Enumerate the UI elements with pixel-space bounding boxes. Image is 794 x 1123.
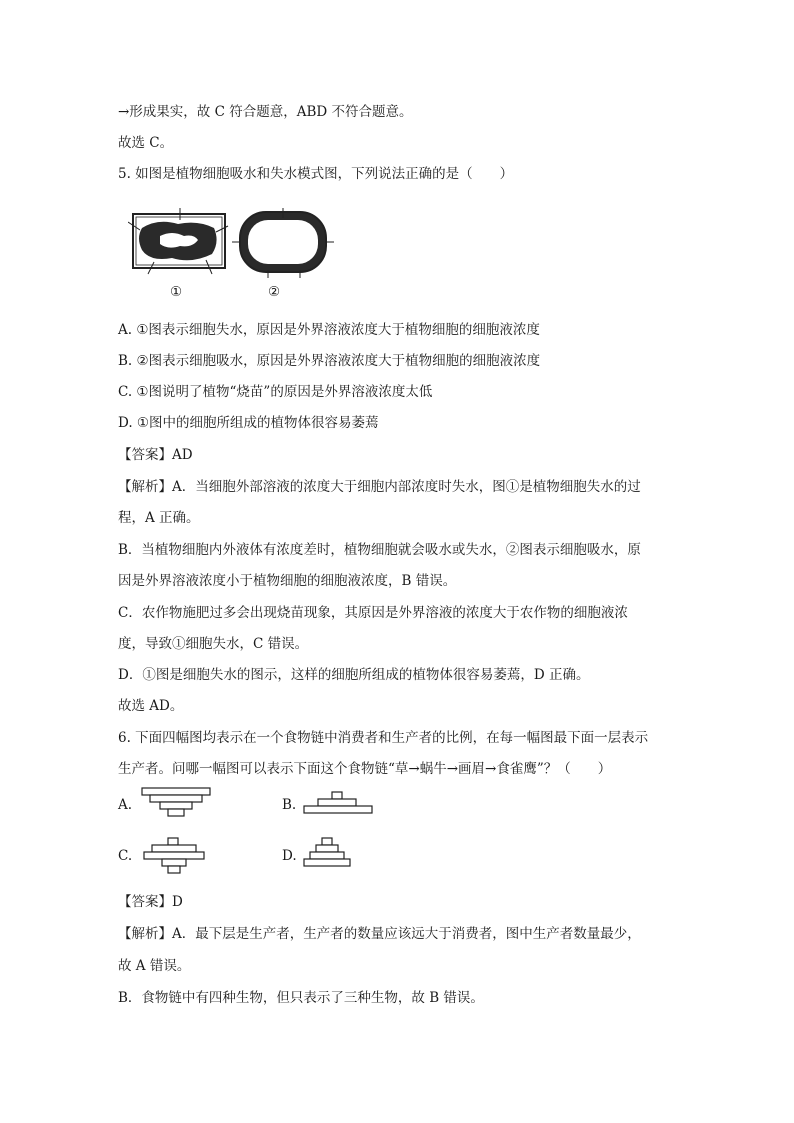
- cell-2-figure: [232, 208, 334, 278]
- option-c: C. ①图说明了植物“烧苗”的原因是外界溶液浓度太低: [118, 384, 433, 400]
- analysis-5-b2: 因是外界溶液浓度小于植物细胞的细胞液浓度，B 错误。: [118, 573, 457, 589]
- pyramid-a: [140, 786, 212, 820]
- analysis-5-c2: 度，导致①细胞失水，C 错误。: [118, 636, 309, 652]
- option-d: D. ①图中的细胞所组成的植物体很容易萎蔫: [118, 415, 379, 431]
- pyramid-option-c-label: C.: [118, 848, 133, 864]
- pyramid-option-d-label: D.: [282, 848, 297, 864]
- analysis-5-b1: B．当植物细胞内外液体有浓度差时，植物细胞就会吸水或失水，②图表示细胞吸水，原: [118, 542, 641, 558]
- cell-2-label: ②: [268, 284, 281, 300]
- question-5: 5. 如图是植物细胞吸水和失水模式图，下列说法正确的是（ ）: [118, 166, 514, 182]
- pyramid-d: [302, 836, 354, 872]
- answer-6: 【答案】D: [118, 894, 183, 910]
- pyramid-c: [142, 836, 208, 876]
- analysis-5-a2: 程，A 正确。: [118, 510, 200, 526]
- analysis-5-d: D．①图是细胞失水的图示，这样的细胞所组成的植物体很容易萎蔫，D 正确。: [118, 667, 590, 683]
- option-a: A. ①图表示细胞失水，原因是外界溶液浓度大于植物细胞的细胞液浓度: [118, 322, 540, 338]
- cell-1-label: ①: [170, 284, 183, 300]
- text-line-2: 故选 C。: [118, 135, 174, 151]
- option-b: B. ②图表示细胞吸水，原因是外界溶液浓度大于植物细胞的细胞液浓度: [118, 353, 541, 369]
- pyramid-option-a-label: A.: [118, 797, 133, 813]
- pyramid-b: [302, 790, 374, 818]
- analysis-6-a2: 故 A 错误。: [118, 958, 191, 974]
- choose-5: 故选 AD。: [118, 698, 184, 714]
- question-6-1: 6. 下面四幅图均表示在一个食物链中消费者和生产者的比例，在每一幅图最下面一层表示: [118, 730, 649, 746]
- cell-1-figure: [128, 208, 228, 274]
- pyramid-option-b-label: B.: [282, 797, 297, 813]
- analysis-5-c1: C．农作物施肥过多会出现烧苗现象，其原因是外界溶液的浓度大于农作物的细胞液浓: [118, 605, 628, 621]
- analysis-6-b: B．食物链中有四种生物，但只表示了三种生物，故 B 错误。: [118, 990, 484, 1006]
- question-6-2: 生产者。问哪一幅图可以表示下面这个食物链“草→蜗牛→画眉→食雀鹰”？（ ）: [118, 761, 612, 777]
- analysis-5-a1: 【解析】A．当细胞外部溶液的浓度大于细胞内部浓度时失水，图①是植物细胞失水的过: [118, 479, 641, 495]
- answer-5: 【答案】AD: [118, 447, 193, 463]
- analysis-6-a1: 【解析】A．最下层是生产者，生产者的数量应该远大于消费者，图中生产者数量最少，: [118, 926, 641, 942]
- text-line-1: →形成果实，故 C 符合题意，ABD 不符合题意。: [118, 104, 413, 120]
- cell-diagram: [128, 208, 338, 278]
